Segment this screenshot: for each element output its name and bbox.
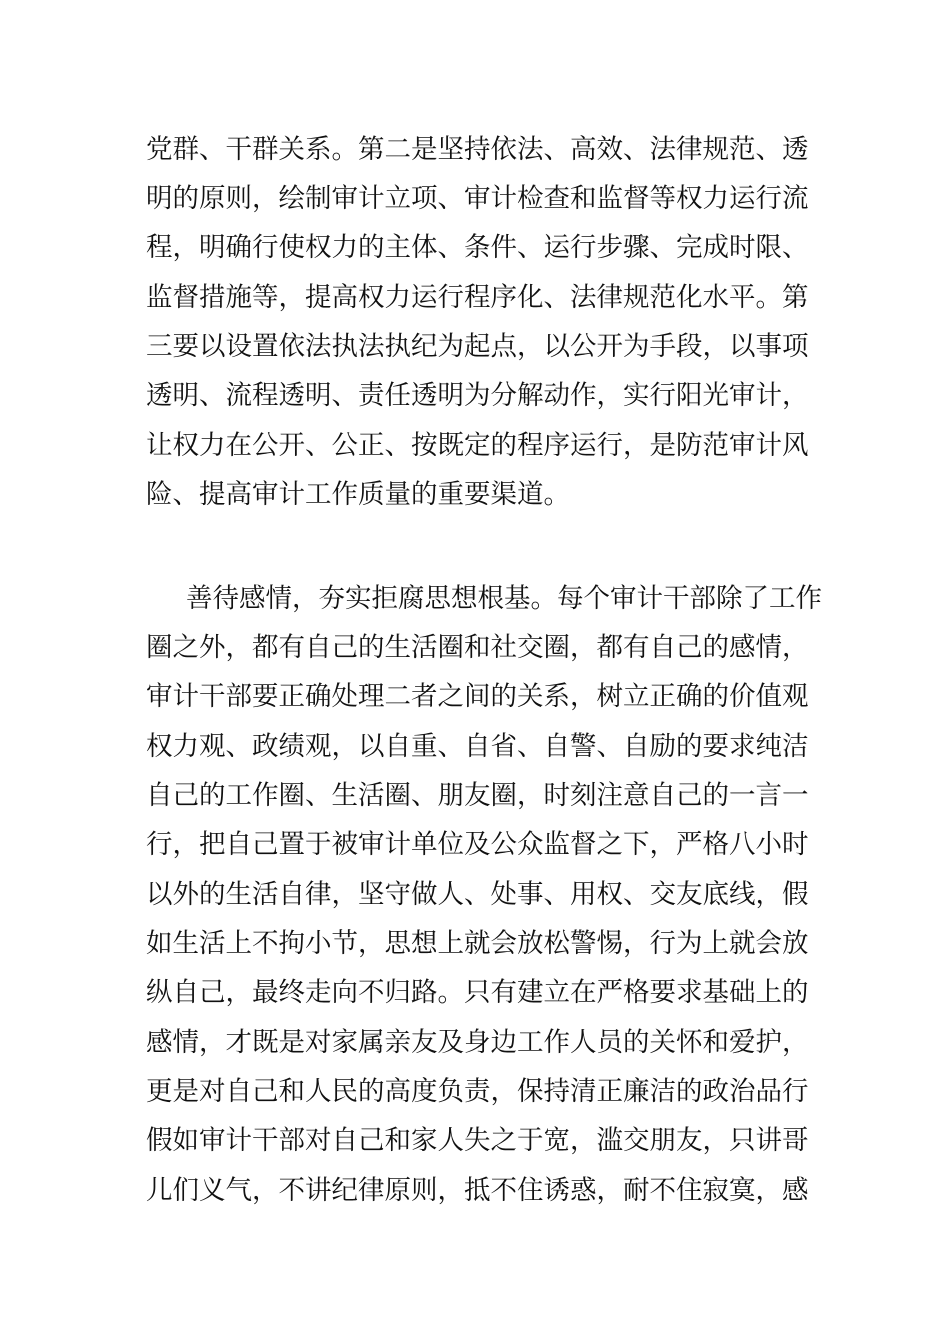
paragraph-line: 纵自己，最终走向不归路。只有建立在严格要求基础上的 xyxy=(146,977,809,1008)
paragraph-line: 三要以设置依法执法执纪为起点，以公开为手段，以事项 xyxy=(146,331,809,362)
paragraph-line: 权力观、政绩观，以自重、自省、自警、自励的要求纯洁 xyxy=(146,731,809,762)
paragraph-line: 如生活上不拘小节，思想上就会放松警惕，行为上就会放 xyxy=(146,928,809,959)
paragraph-line: 更是对自己和人民的高度负责，保持清正廉洁的政治品行 xyxy=(146,1076,809,1107)
paragraph-line: 审计干部要正确处理二者之间的关系，树立正确的价值观 xyxy=(146,681,809,712)
paragraph-line: 透明、流程透明、责任透明为分解动作，实行阳光审计， xyxy=(146,380,809,411)
paragraph-line: 险、提高审计工作质量的重要渠道。 xyxy=(146,479,570,510)
paragraph-line: 明的原则，绘制审计立项、审计检查和监督等权力运行流 xyxy=(146,183,809,214)
paragraph-line: 圈之外，都有自己的生活圈和社交圈，都有自己的感情， xyxy=(146,632,809,663)
paragraph-line: 儿们义气，不讲纪律原则，抵不住诱惑，耐不住寂寞，感 xyxy=(146,1175,809,1206)
paragraph-line: 党群、干群关系。第二是坚持依法、高效、法律规范、透 xyxy=(146,134,809,165)
paragraph-line: 程，明确行使权力的主体、条件、运行步骤、完成时限、 xyxy=(146,232,809,263)
paragraph-line: 让权力在公开、公正、按既定的程序运行，是防范审计风 xyxy=(146,430,809,461)
paragraph-line: 以外的生活自律，坚守做人、处事、用权、交友底线，假 xyxy=(146,879,809,910)
paragraph-line: 感情，才既是对家属亲友及身边工作人员的关怀和爱护， xyxy=(146,1027,809,1058)
paragraph-line: 监督措施等，提高权力运行程序化、法律规范化水平。第 xyxy=(146,282,809,313)
paragraph-line: 善待感情，夯实拒腐思想根基。每个审计干部除了工作 xyxy=(186,583,822,614)
paragraph-line: 自己的工作圈、生活圈、朋友圈，时刻注意自己的一言一 xyxy=(146,780,809,811)
paragraph-line: 行，把自己置于被审计单位及公众监督之下，严格八小时 xyxy=(146,829,809,860)
paragraph-line: 假如审计干部对自己和家人失之于宽，滥交朋友，只讲哥 xyxy=(146,1125,809,1156)
